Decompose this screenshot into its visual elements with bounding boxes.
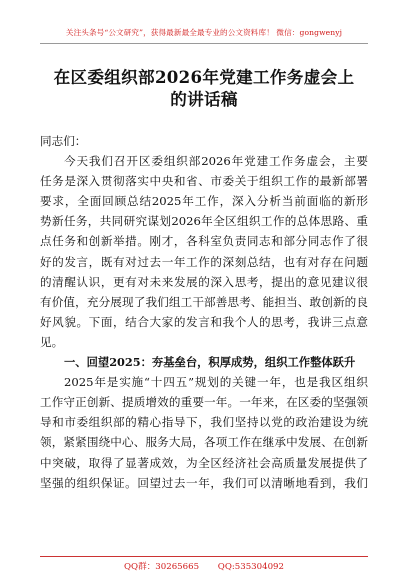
paragraph-2 <box>40 372 368 493</box>
footer-qq: QQ:535304092 <box>217 562 284 572</box>
paragraph-1 <box>40 151 368 352</box>
paragraph-line: 2025年是实施“十四五”规划的关键一年，也是我区组织 <box>64 375 368 390</box>
title-line-1: 在区委组织部2026年党建工作务虚会上 <box>53 67 355 87</box>
paragraph-line: 领，紧紧围绕中心、服务大局，各项工作在继承中发展、在创新 <box>40 435 368 450</box>
paragraph-line: 坚强的组织保证。回望过去一年，我们可以清晰地看到，我们 <box>40 475 368 490</box>
title-line-2: 的讲话稿 <box>170 89 238 109</box>
paragraph-line: 好风貌。下面，结合大家的发言和我个人的思考，我讲三点意 <box>40 314 368 329</box>
paragraph-line: 的清醒认识，更有对未来发展的深入思考，提出的意见建议很 <box>40 274 368 289</box>
footer-divider <box>40 556 368 557</box>
header-promo-text: 关注头条号“公文研究”，获得最新最全最专业的公文资料库！ 微信：gongwenyj <box>65 28 343 37</box>
header-divider <box>40 43 368 44</box>
paragraph-line: 见。 <box>40 334 64 349</box>
document-title <box>40 66 368 110</box>
paragraph-line: 有价值，充分展现了我们组工干部善思考、能担当、敢创新的良 <box>40 294 368 309</box>
footer-contact <box>40 560 368 572</box>
paragraph-line: 要求，全面回顾总结2025年工作，深入分析当前面临的新形 <box>40 194 368 209</box>
paragraph-line: 好的发言，既有对过去一年工作的深刻总结，也有对存在问题 <box>40 254 368 269</box>
paragraph-line: 工作守正创新、提质增效的重要一年。一年来，在区委的坚强领 <box>40 395 368 410</box>
section-heading: 一、回望2025：夯基垒台，积厚成势，组织工作整体跃升 <box>64 355 356 370</box>
paragraph-line: 中突破，取得了显著成效，为全区经济社会高质量发展提供了 <box>40 455 368 470</box>
paragraph-line: 今天我们召开区委组织部2026年党建工作务虚会，主要 <box>64 154 368 169</box>
paragraph-line: 势新任务，共同研究谋划2026年全区组织工作的总体思路、重 <box>40 214 368 229</box>
document-body <box>40 131 368 493</box>
salutation: 同志们： <box>40 134 87 148</box>
paragraph-line: 点任务和创新举措。刚才，各科室负责同志和部分同志作了很 <box>40 234 368 249</box>
paragraph-line: 任务是深入贯彻落实中央和省、市委关于组织工作的最新部署 <box>40 174 368 189</box>
footer-qq-group: QQ群：30265665 <box>124 562 200 572</box>
paragraph-line: 导和市委组织部的精心指导下，我们坚持以党的政治建设为统 <box>40 415 368 430</box>
